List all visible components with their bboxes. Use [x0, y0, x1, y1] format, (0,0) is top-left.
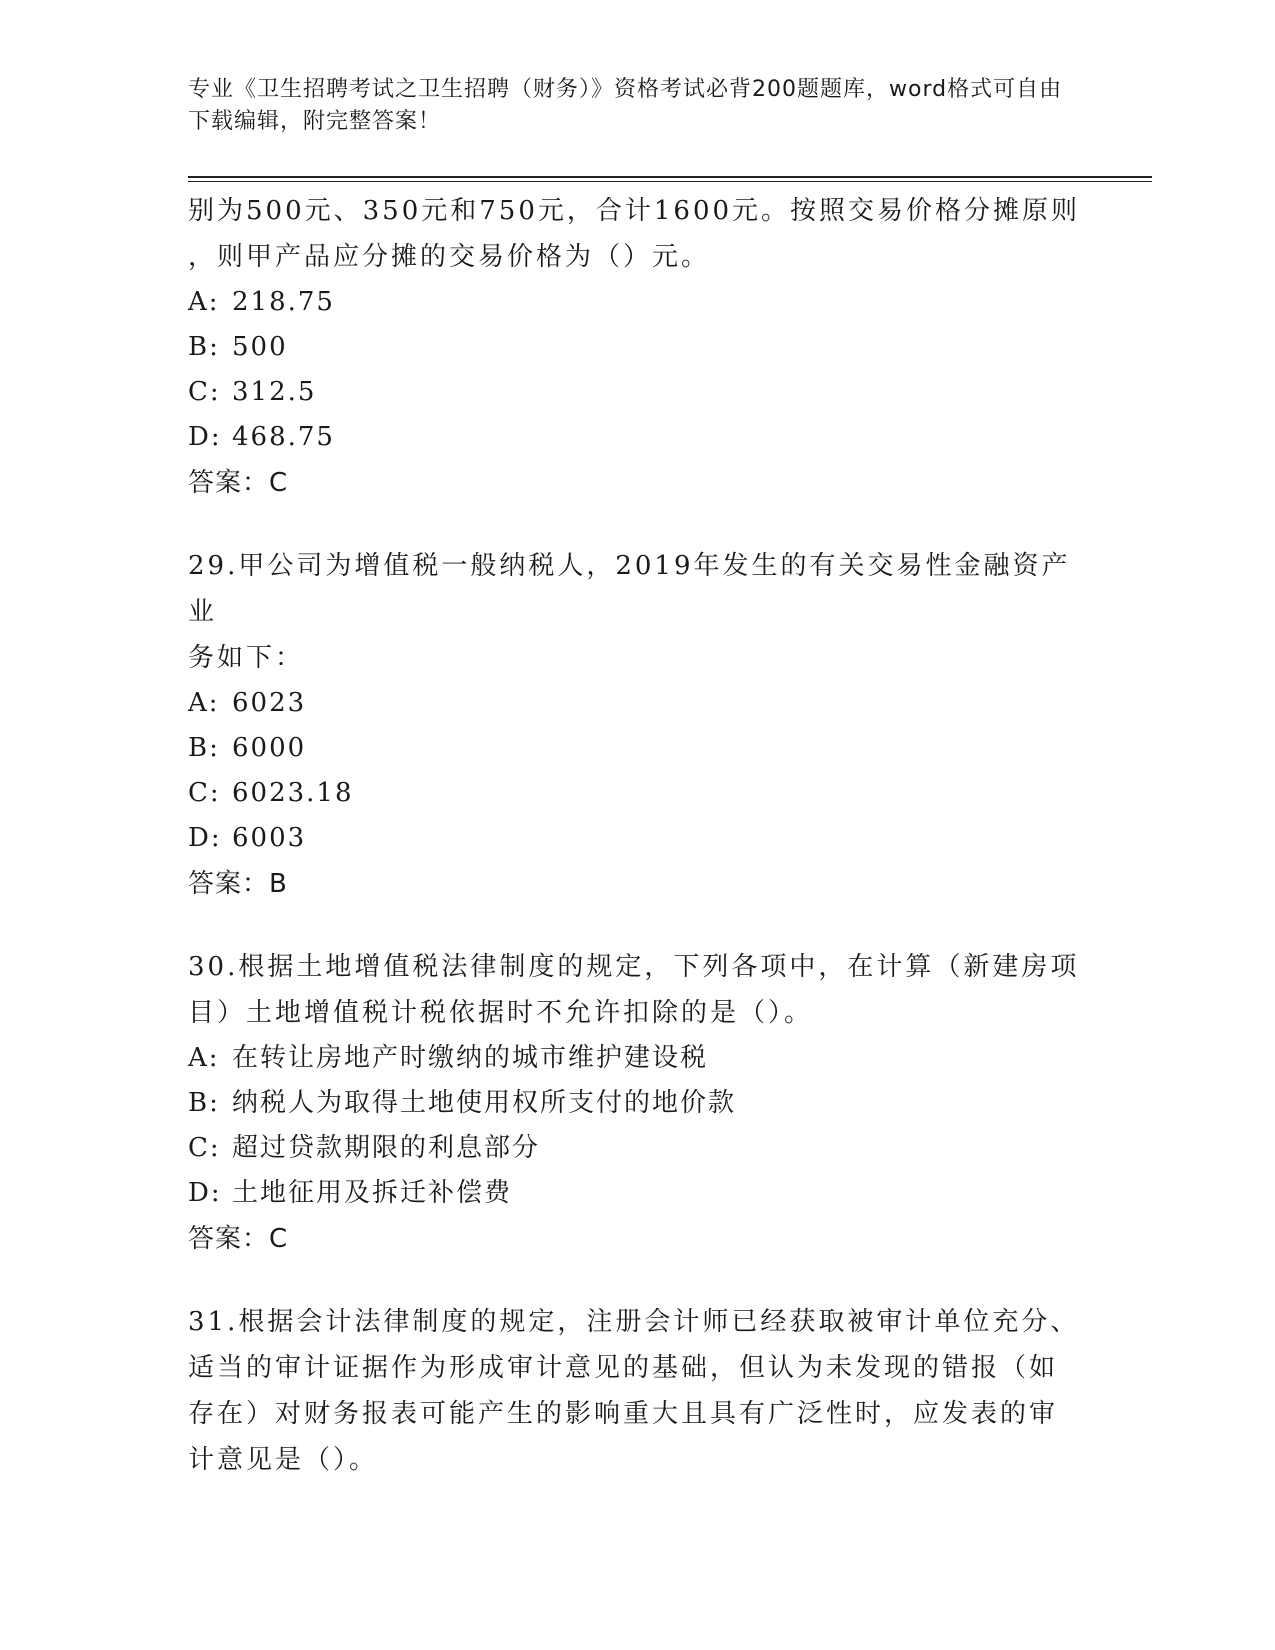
option-key: D: [188, 1178, 222, 1208]
option-a [188, 681, 1088, 726]
question-stem-line: 适当的审计证据作为形成审计意见的基础，但认为未发现的错报（如 [188, 1353, 1059, 1383]
option-a [188, 1036, 1088, 1081]
question-stem-line: 目）土地增值税计税依据时不允许扣除的是（）。 [188, 998, 814, 1028]
option-text: 218.75 [232, 287, 335, 317]
option-key: A: [188, 688, 220, 718]
answer-line: 答案：C [188, 468, 289, 498]
option-text: 土地征用及拆迁补偿费 [232, 1178, 513, 1208]
option-b [188, 1081, 1088, 1126]
option-text: 超过贷款期限的利息部分 [232, 1133, 541, 1163]
option-text: 6023.18 [232, 778, 354, 808]
option-text: 6023 [232, 688, 307, 718]
option-b [188, 325, 1088, 370]
question-31 [188, 1299, 1088, 1483]
option-key: C: [188, 377, 221, 407]
question-stem-line: ，则甲产品应分摊的交易价格为（）元。 [188, 242, 711, 272]
option-key: C: [188, 1133, 221, 1163]
question-stem-line: 存在）对财务报表可能产生的影响重大且具有广泛性时，应发表的审 [188, 1399, 1059, 1429]
option-text: 在转让房地产时缴纳的城市维护建设税 [232, 1043, 709, 1073]
option-key: B: [188, 1088, 220, 1118]
option-text: 纳税人为取得土地使用权所支付的地价款 [232, 1088, 737, 1118]
option-text: 468.75 [232, 422, 335, 452]
option-key: D: [188, 422, 222, 452]
option-c [188, 771, 1088, 816]
option-b [188, 726, 1088, 771]
answer-line: 答案：C [188, 1224, 289, 1254]
question-stem-line: 别为500元、350元和750元，合计1600元。按照交易价格分摊原则 [188, 196, 1081, 226]
header-title: 专业《卫生招聘考试之卫生招聘（财务）》资格考试必背200题题库，word格式可自由下载编辑，附完整答案！ [188, 77, 1063, 134]
option-text: 500 [232, 332, 288, 362]
header-divider [188, 176, 1152, 182]
option-d [188, 415, 1088, 460]
option-c [188, 370, 1088, 415]
question-stem-line: 计意见是（）。 [188, 1445, 379, 1475]
option-key: A: [188, 287, 220, 317]
question-stem-line: 29.甲公司为增值税一般纳税人，2019年发生的有关交易性金融资产业 [188, 551, 1071, 627]
question-29 [188, 543, 1088, 907]
option-c [188, 1126, 1088, 1171]
question-stem-line: 31.根据会计法律制度的规定，注册会计师已经获取被审计单位充分、 [188, 1307, 1080, 1337]
option-text: 6003 [232, 823, 307, 853]
option-key: B: [188, 332, 220, 362]
option-key: A: [188, 1043, 220, 1073]
answer-line: 答案：B [188, 869, 288, 899]
question-stem-line: 30.根据土地增值税法律制度的规定，下列各项中，在计算（新建房项 [188, 952, 1080, 982]
question-stem-line: 务如下： [188, 643, 305, 673]
option-key: B: [188, 733, 220, 763]
option-d [188, 816, 1088, 861]
question-28 [188, 188, 1088, 506]
option-text: 6000 [232, 733, 307, 763]
question-30 [188, 944, 1088, 1262]
option-text: 312.5 [232, 377, 317, 407]
document-header [188, 74, 1068, 138]
option-a [188, 280, 1088, 325]
option-key: D: [188, 823, 222, 853]
option-key: C: [188, 778, 221, 808]
document-body [188, 188, 1088, 1483]
option-d [188, 1171, 1088, 1216]
